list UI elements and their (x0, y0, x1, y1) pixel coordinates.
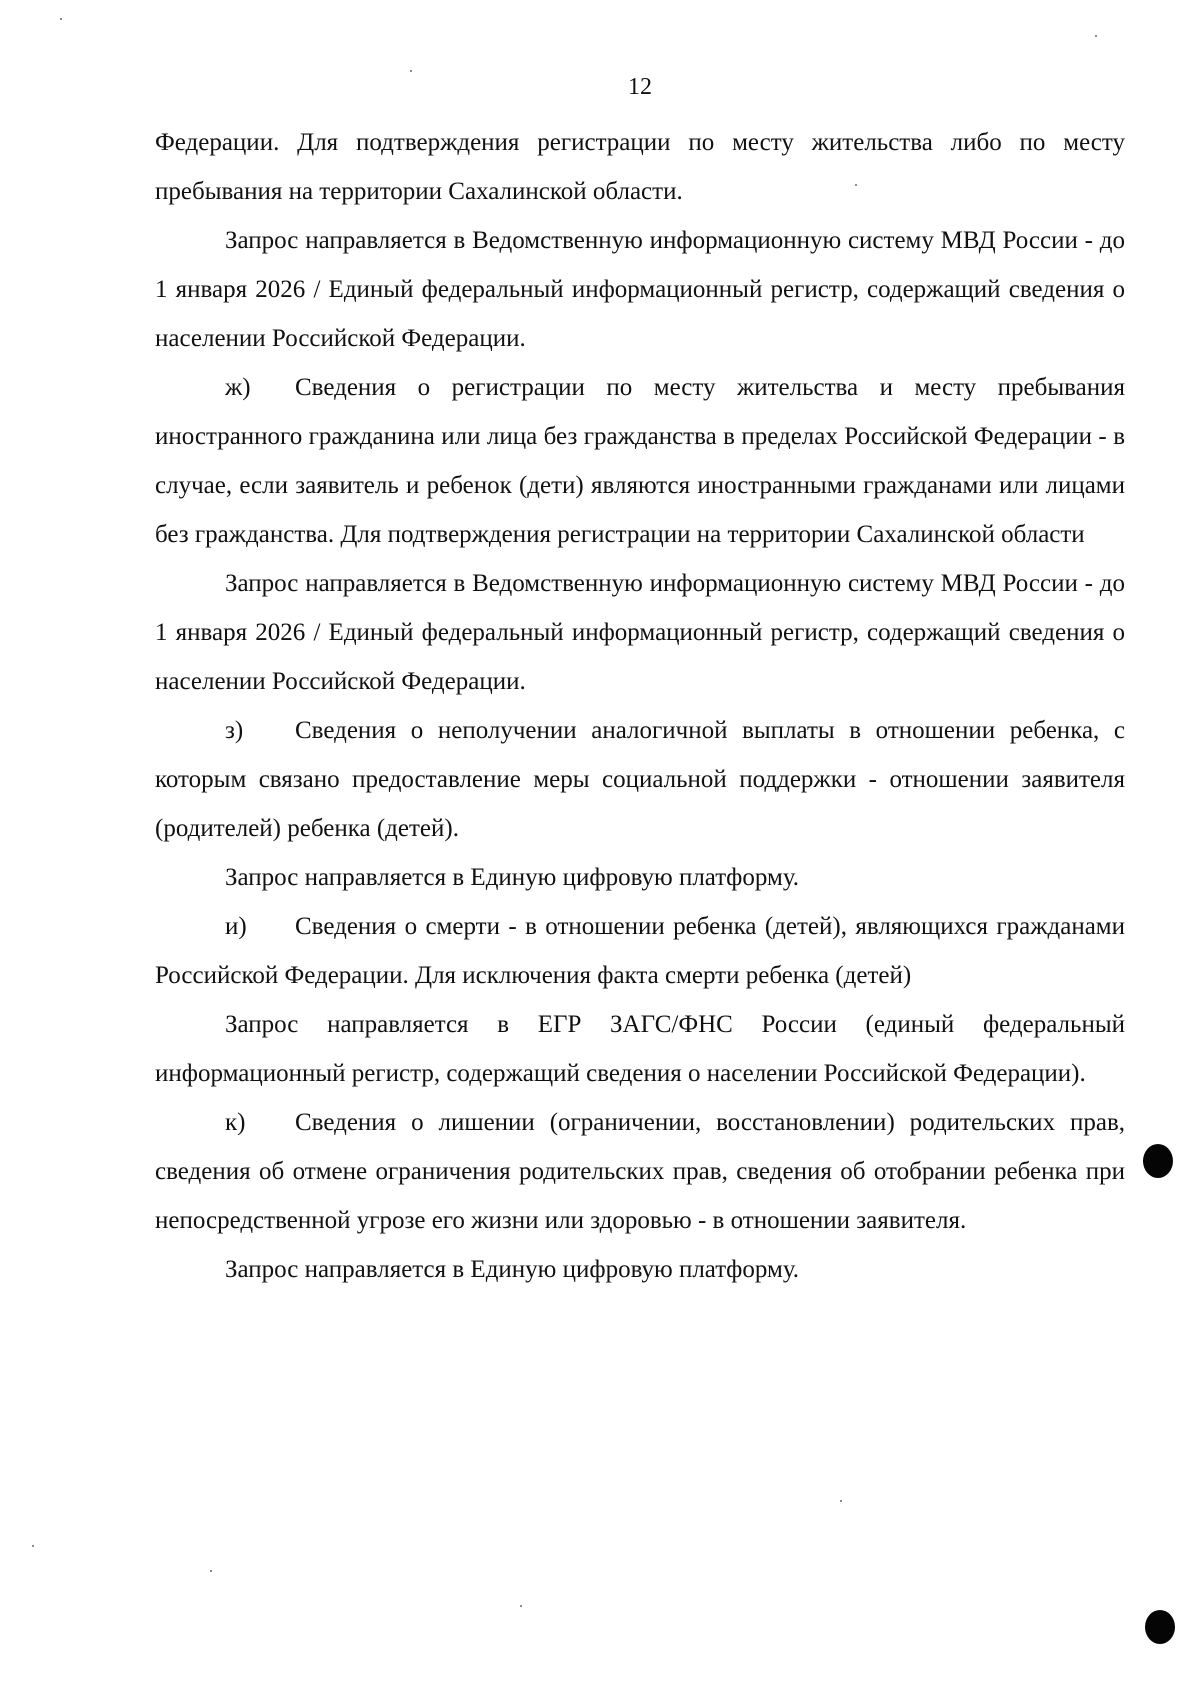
paragraph-text: Сведения о лишении (ограничении, восстановлении) родительских прав, сведения об отмене ограничения родительских прав, сведения об отобрании ребенка при непосредственной угрозе его жизни или здоровью - в отношении заявителя. (155, 1109, 1125, 1234)
scan-speck (60, 18, 62, 20)
paragraph-text: Федерации. Для подтверждения регистрации по месту жительства либо по месту пребывания на территории Сахалинской области. (155, 129, 1125, 205)
paragraph-continuation (155, 118, 1125, 216)
paragraph-text: Запрос направляется в Ведомственную информационную систему МВД России - до 1 января 2026 / Единый федеральный информационный регистр, содержащий сведения о населении Российской Федерации. (155, 570, 1125, 695)
paragraph-text: Сведения о регистрации по месту жительства и месту пребывания иностранного гражданина или лица без гражданства в пределах Российской Федерации - в случае, если заявитель и ребенок (дети) являются иностранными гражданами или лицами без гражданства. Для подтверждения регистрации на территории Сахалинской области (155, 374, 1125, 548)
paragraph-request (155, 1245, 1125, 1294)
item-label: ж) (225, 374, 251, 401)
scan-speck (520, 1605, 522, 1607)
paragraph-item-z (155, 706, 1125, 853)
item-label: и) (225, 913, 247, 940)
paragraph-text: Сведения о неполучении аналогичной выплаты в отношении ребенка, с которым связано предоставление меры социальной поддержки - отношении заявителя (родителей) ребенка (детей). (155, 717, 1125, 842)
paragraph-item-i (155, 902, 1125, 1000)
scan-speck (855, 184, 857, 186)
scan-speck (410, 70, 412, 72)
paragraph-request (155, 1000, 1125, 1098)
paragraph-request (155, 853, 1125, 902)
document-body (155, 118, 1125, 1294)
scan-speck (32, 1545, 34, 1547)
paragraph-text: Запрос направляется в Ведомственную информационную систему МВД России - до 1 января 2026 / Единый федеральный информационный регистр, содержащий сведения о населении Российской Федерации. (155, 227, 1125, 352)
paragraph-request (155, 216, 1125, 363)
paragraph-text: Запрос направляется в Единую цифровую платформу. (225, 1256, 800, 1283)
paragraph-item-k (155, 1098, 1125, 1245)
scan-speck (840, 1500, 842, 1502)
page-number: 12 (628, 74, 652, 100)
scan-speck (1095, 35, 1097, 37)
paragraph-text: Сведения о смерти - в отношении ребенка (детей), являющихся гражданами Российской Федерации. Для исключения факта смерти ребенка (детей) (155, 913, 1125, 989)
item-label: з) (225, 717, 244, 744)
scan-speck (210, 1570, 212, 1572)
paragraph-request (155, 559, 1125, 706)
paragraph-item-zh (155, 363, 1125, 559)
punch-hole-mark (1143, 1144, 1173, 1178)
item-label: к) (225, 1109, 246, 1136)
paragraph-text: Запрос направляется в Единую цифровую платформу. (225, 864, 800, 891)
paragraph-text: Запрос направляется в ЕГР ЗАГС/ФНС России (единый федеральный информационный регистр, содержащий сведения о населении Российской Федерации). (155, 1011, 1125, 1087)
punch-hole-mark (1145, 1610, 1175, 1644)
